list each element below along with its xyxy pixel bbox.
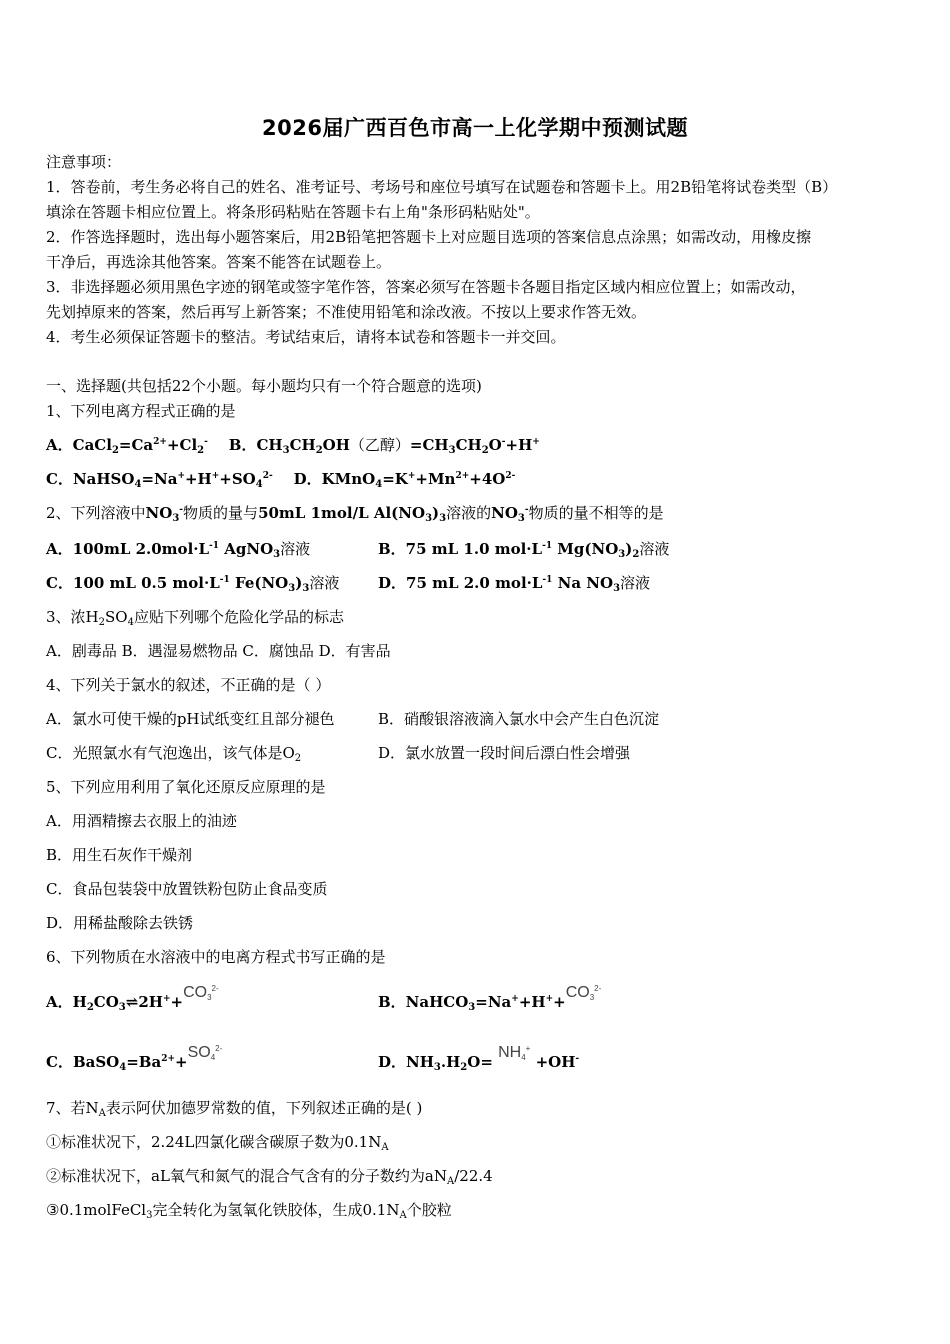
statement-text: ②标准状况下，aL氧气和氮气的混合气含有的分子数约为aN bbox=[46, 1167, 447, 1185]
question-5-option-c: C．食品包装袋中放置铁粉包防止食品变质 bbox=[46, 880, 328, 898]
question-2-stem: 2、下列溶液中$NO_3^-$物质的量与50mL 1mol/L $Al(NO_3)_3$溶液的$NO_3^-$物质的量不相等的是 bbox=[46, 504, 664, 524]
question-4-stem: 4、下列关于氯水的叙述，不正确的是（ ） bbox=[46, 676, 331, 694]
question-6-option-d: D．$NH_3.H_2O= NH_4^+ +OH^-$ bbox=[378, 1044, 580, 1073]
notice-line: 4．考生必须保证答题卡的整洁。考试结束后，请将本试卷和答题卡一并交回。 bbox=[46, 328, 566, 346]
subscript: A bbox=[446, 1176, 455, 1187]
option-label: B． bbox=[228, 436, 257, 454]
page-title: 2026届广西百色市高一上化学期中预测试题 bbox=[262, 116, 688, 140]
question-5-option-b: B．用生石灰作干燥剂 bbox=[46, 846, 193, 864]
question-4-option-d: D．氯水放置一段时间后漂白性会增强 bbox=[378, 744, 631, 762]
carbonate-ion-image: $CO_3^{2-}$ bbox=[565, 984, 602, 1002]
question-7-statement-2 bbox=[46, 1166, 493, 1186]
question-1-stem: 1、下列电离方程式正确的是 bbox=[46, 402, 236, 420]
question-4-option-c: C．光照氯水有气泡逸出，该气体是$O_2$ bbox=[46, 744, 302, 764]
subscript: A bbox=[399, 1210, 407, 1221]
option-note: （乙醇） bbox=[349, 436, 410, 454]
question-5-stem: 5、下列应用利用了氧化还原反应原理的是 bbox=[46, 778, 326, 796]
notice-line: 填涂在答题卡相应位置上。将条形码粘贴在答题卡右上角"条形码粘贴处"。 bbox=[46, 203, 540, 221]
suffix: 溶液 bbox=[309, 574, 340, 592]
notice-line: 干净后，再选涂其他答案。答案不能答在试题卷上。 bbox=[46, 253, 392, 271]
option-label: D． bbox=[293, 470, 322, 488]
stem-part: 3、浓 bbox=[46, 608, 86, 626]
stem-part: 7、若N bbox=[46, 1099, 99, 1117]
question-4-option-a: A．氯水可使干燥的pH试纸变红且部分褪色 bbox=[46, 710, 335, 728]
subscript: A bbox=[381, 1142, 389, 1153]
section-heading: 一、选择题(共包括22个小题。每小题均只有一个符合题意的选项) bbox=[46, 377, 482, 395]
question-2-option-b: B．75 mL 1.0 $mol\cdot L^{-1}$ $Mg(NO_3)_2$溶液 bbox=[378, 540, 670, 560]
question-1-options-cd: C．$NaHSO_4=Na^++H^++SO_4^{2-}$ D．$KMnO_4=K^++Mn^{2+}+4O^{2-}$ bbox=[46, 470, 516, 490]
question-2-option-d: D．75 mL 2.0 $mol\cdot L^{-1}$ Na $NO_3$溶液 bbox=[378, 574, 651, 594]
stem-part: 表示阿伏加德罗常数的值，下列叙述正确的是( ) bbox=[105, 1099, 423, 1117]
question-3-stem: 3、浓$H_2SO_4$应贴下列哪个危险化学品的标志 bbox=[46, 608, 344, 628]
notice-line: 2．作答选择题时，选出每小题答案后，用2B铅笔把答题卡上对应题目选项的答案信息点涂黑；如需改动，用橡皮擦 bbox=[46, 228, 812, 246]
question-7-statement-1 bbox=[46, 1132, 389, 1152]
question-2-option-a: A．100mL $2.0mol\cdot L^{-1}$ AgNO$_3$溶液 bbox=[46, 540, 311, 560]
stem-part: 物质的量与 bbox=[183, 504, 259, 522]
question-6-stem: 6、下列物质在水溶液中的电离方程式书写正确的是 bbox=[46, 948, 386, 966]
stem-part: 物质的量不相等的是 bbox=[528, 504, 664, 522]
subscript: 3 bbox=[146, 1210, 153, 1221]
statement-text: ①标准状况下，2.24L四氯化碳含碳原子数为0.1N bbox=[46, 1133, 382, 1151]
statement-text: 个胶粒 bbox=[406, 1201, 452, 1219]
notice-line: 3．非选择题必须用黑色字迹的钢笔或签字笔作答，答案必须写在答题卡各题目指定区域内相应位置上；如需改动， bbox=[46, 278, 806, 296]
statement-text: ③0.1molFeCl bbox=[46, 1201, 147, 1219]
suffix: 溶液 bbox=[280, 540, 311, 558]
stem-part: 溶液的 bbox=[446, 504, 492, 522]
option-label: A． bbox=[46, 436, 73, 454]
ammonium-ion-image: $NH_4^+$ bbox=[498, 1044, 531, 1062]
question-5-option-a: A．用酒精擦去衣服上的油迹 bbox=[46, 812, 237, 830]
option-text: C．光照氯水有气泡逸出，该气体是O bbox=[46, 744, 295, 762]
question-2-option-c: C．100 mL 0.5 $mol\cdot L^{-1}$ $Fe(NO_3)_3$溶液 bbox=[46, 574, 340, 594]
question-7-stem bbox=[46, 1098, 422, 1118]
question-1-options-ab: A．$CaCl_2=Ca^{2+}+Cl_2^-$ B．$CH_3CH_2OH$（乙醇）$=CH_3CH_2O^-+H^+$ bbox=[46, 436, 540, 456]
question-6-option-c: C．$BaSO_4=Ba^{2+}+SO_4^{2-}$ bbox=[46, 1044, 223, 1073]
sulfate-ion-image: $SO_4^{2-}$ bbox=[187, 1044, 223, 1062]
question-7-statement-3 bbox=[46, 1200, 452, 1220]
question-6-option-b: B．$NaHCO_3=Na^++H^++CO_3^{2-}$ bbox=[378, 984, 602, 1013]
notice-heading: 注意事项： bbox=[46, 153, 122, 171]
question-6-option-a: A．$H_2CO_3\rightleftharpoons 2H^++CO_3^{2-}$ bbox=[46, 984, 219, 1013]
notice-line: 先划掉原来的答案，然后再写上新答案；不准使用铅笔和涂改液。不按以上要求作答无效。 bbox=[46, 303, 647, 321]
carbonate-ion-image: $CO_3^{2-}$ bbox=[183, 984, 219, 1002]
question-4-option-b: B．硝酸银溶液滴入氯水中会产生白色沉淀 bbox=[378, 710, 660, 728]
stem-part: 2、下列溶液中 bbox=[46, 504, 146, 522]
statement-text: /22.4 bbox=[454, 1167, 493, 1185]
statement-text: 完全转化为氢氧化铁胶体，生成0.1N bbox=[152, 1201, 400, 1219]
suffix: 溶液 bbox=[639, 540, 670, 558]
stem-part: 应贴下列哪个危险化学品的标志 bbox=[133, 608, 344, 626]
suffix: 溶液 bbox=[620, 574, 651, 592]
subscript: A bbox=[98, 1108, 106, 1119]
notice-line: 1．答卷前，考生务必将自己的姓名、准考证号、考场号和座位号填写在试题卷和答题卡上。用2B铅笔将试卷类型（B） bbox=[46, 178, 838, 196]
option-label: C． bbox=[46, 470, 73, 488]
question-5-option-d: D．用稀盐酸除去铁锈 bbox=[46, 914, 194, 932]
question-3-options: A．剧毒品 B．遇湿易燃物品 C．腐蚀品 D．有害品 bbox=[46, 642, 391, 660]
